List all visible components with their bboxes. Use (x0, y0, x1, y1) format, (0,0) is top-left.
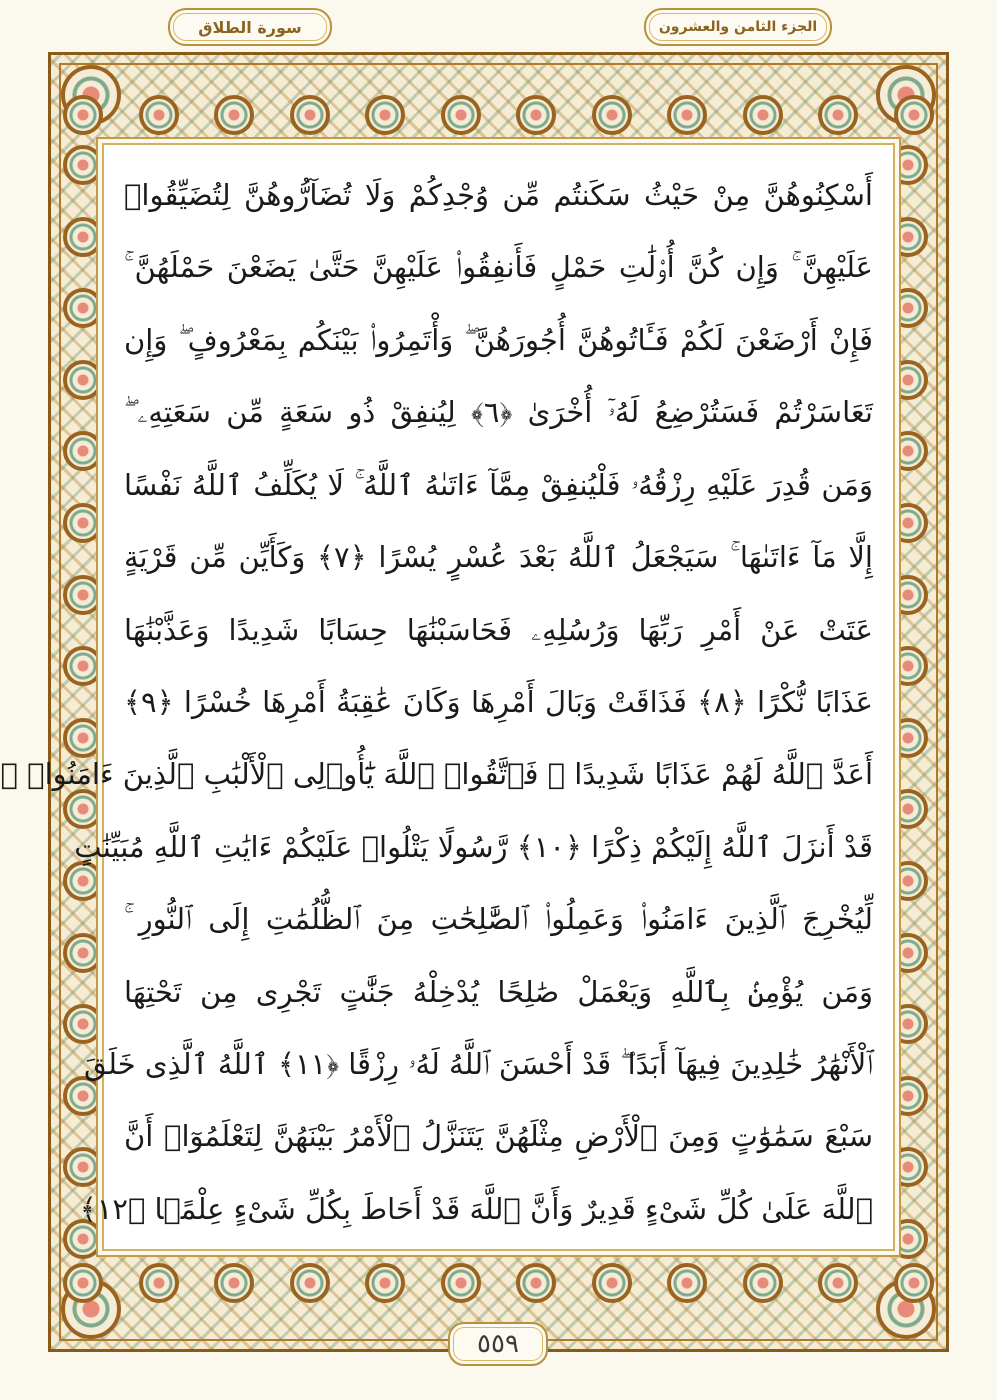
scallop-ornament (441, 95, 481, 135)
scallop-ornament (894, 95, 934, 135)
scallop-ornament (63, 360, 103, 400)
verse-line: لِّيُخْرِجَ ٱلَّذِينَ ءَامَنُوا۟ وَعَمِلُوا۟ ٱلصَّٰلِحَٰتِ مِنَ ٱلظُّلُمَٰتِ إِلَى ٱلنُّورِ ۚ (124, 902, 873, 937)
scallop-ornament (63, 288, 103, 328)
scallop-ornament (516, 1263, 556, 1303)
bottom-ornament-row (63, 1263, 934, 1309)
verse-line: وَمَن قُدِرَ عَلَيْهِ رِزْقُهُۥ فَلْيُنفِقْ مِمَّآ ءَاتَىٰهُ ٱللَّهُ ۚ لَا يُكَلِّفُ ٱللَّهُ نَفْسًا (124, 467, 873, 502)
scallop-ornament (818, 95, 858, 135)
scallop-ornament (441, 1263, 481, 1303)
scallop-ornament (818, 1263, 858, 1303)
scallop-ornament (592, 95, 632, 135)
top-ornament-row (63, 95, 934, 141)
quran-text-panel (0, 143, 895, 1251)
verse-line: سَبْعَ سَمَٰوَٰتٍ وَمِنَ ٱلْأَرْضِ مِثْلَهُنَّ يَتَنَزَّلُ ٱلْأَمْرُ بَيْنَهُنَّ لِتَعْلَمُوٓا۟ أَنَّ (124, 1119, 873, 1154)
surah-name-cartouche (168, 8, 332, 46)
scallop-ornament (63, 431, 103, 471)
verse-line: عَتَتْ عَنْ أَمْرِ رَبِّهَا وَرُسُلِهِۦ فَحَاسَبْنَٰهَا حِسَابًا شَدِيدًا وَعَذَّبْنَٰهَا (124, 612, 873, 647)
page-number-cartouche (448, 1322, 548, 1366)
scallop-ornament (139, 1263, 179, 1303)
verse-line: قَدْ أَنزَلَ ٱللَّهُ إِلَيْكُمْ ذِكْرًا ﴿١٠﴾ رَّسُولًا يَتْلُوا۟ عَلَيْكُمْ ءَايَٰتِ ٱللَّهِ مُبَيِّنَٰتٍ (74, 829, 873, 864)
scallop-ornament (214, 1263, 254, 1303)
surah-name: سورة الطلاق (198, 17, 302, 37)
scallop-ornament (743, 95, 783, 135)
verse-line: فَإِنْ أَرْضَعْنَ لَكُمْ فَـَٔاتُوهُنَّ أُجُورَهُنَّ ۖ وَأْتَمِرُوا۟ بَيْنَكُم بِمَعْرُوفٍ ۖ وَإِن (124, 322, 873, 357)
scallop-ornament (63, 503, 103, 543)
verse-line: تَعَاسَرْتُمْ فَسَتُرْضِعُ لَهُۥٓ أُخْرَىٰ ﴿٦﴾ لِيُنفِقْ ذُو سَعَةٍ مِّن سَعَتِهِۦ ۖ (124, 395, 873, 430)
scallop-ornament (63, 217, 103, 257)
scallop-ornament (516, 95, 556, 135)
scallop-ornament (667, 95, 707, 135)
page-number: ٥٥٩ (477, 1329, 519, 1359)
scallop-ornament (290, 95, 330, 135)
scallop-ornament (667, 1263, 707, 1303)
scallop-ornament (592, 1263, 632, 1303)
scallop-ornament (365, 95, 405, 135)
scallop-ornament (139, 95, 179, 135)
verse-line: عَذَابًا نُّكْرًا ﴿٨﴾ فَذَاقَتْ وَبَالَ أَمْرِهَا وَكَانَ عَٰقِبَةُ أَمْرِهَا خُسْرًا ﴿٩﴾ (124, 684, 873, 719)
scallop-ornament (290, 1263, 330, 1303)
scallop-ornament (214, 95, 254, 135)
scallop-ornament (365, 1263, 405, 1303)
scallop-ornament (894, 1263, 934, 1303)
scallop-ornament (63, 646, 103, 686)
scallop-ornament (743, 1263, 783, 1303)
scallop-ornament (63, 145, 103, 185)
verse-line: إِلَّا مَآ ءَاتَىٰهَا ۚ سَيَجْعَلُ ٱللَّهُ بَعْدَ عُسْرٍ يُسْرًا ﴿٧﴾ وَكَأَيِّن مِّن قَرْيَةٍ (124, 540, 873, 575)
verse-line: أَعَدَّ ٱللَّهُ لَهُمْ عَذَابًا شَدِيدًا ۖ فَٱتَّقُوا۟ ٱللَّهَ يَٰٓأُو۟لِى ٱلْأَلْبَٰبِ ٱلَّذِينَ ءَامَنُوا۟ ۚ (0, 757, 873, 792)
verse-line: ٱللَّهَ عَلَىٰ كُلِّ شَىْءٍ قَدِيرٌ وَأَنَّ ٱللَّهَ قَدْ أَحَاطَ بِكُلِّ شَىْءٍ عِلْمًۢا ﴿١٢﴾ (79, 1191, 873, 1226)
verse-line: وَمَن يُؤْمِنۢ بِٱللَّهِ وَيَعْمَلْ صَٰلِحًا يُدْخِلْهُ جَنَّٰتٍ تَجْرِى مِن تَحْتِهَا (124, 974, 873, 1009)
scallop-ornament (63, 933, 103, 973)
scallop-ornament (63, 1263, 103, 1303)
verse-line: ٱلْأَنْهَٰرُ خَٰلِدِينَ فِيهَآ أَبَدًا ۖ قَدْ أَحْسَنَ ٱللَّهُ لَهُۥ رِزْقًا ﴿١١﴾ ٱللَّهُ ٱلَّذِى خَلَقَ (83, 1047, 873, 1082)
verse-line: أَسْكِنُوهُنَّ مِنْ حَيْثُ سَكَنتُم مِّن وُجْدِكُمْ وَلَا تُضَآرُّوهُنَّ لِتُضَيِّقُوا۟ (124, 178, 873, 212)
juz-cartouche (644, 8, 832, 46)
scallop-ornament (63, 95, 103, 135)
verse-line: عَلَيْهِنَّ ۚ وَإِن كُنَّ أُو۟لَٰتِ حَمْلٍ فَأَنفِقُوا۟ عَلَيْهِنَّ حَتَّىٰ يَضَعْنَ حَمْلَهُنَّ ۚ (124, 250, 873, 285)
scallop-ornament (63, 575, 103, 615)
juz-label: الجزء الثامن والعشرون (658, 19, 818, 35)
